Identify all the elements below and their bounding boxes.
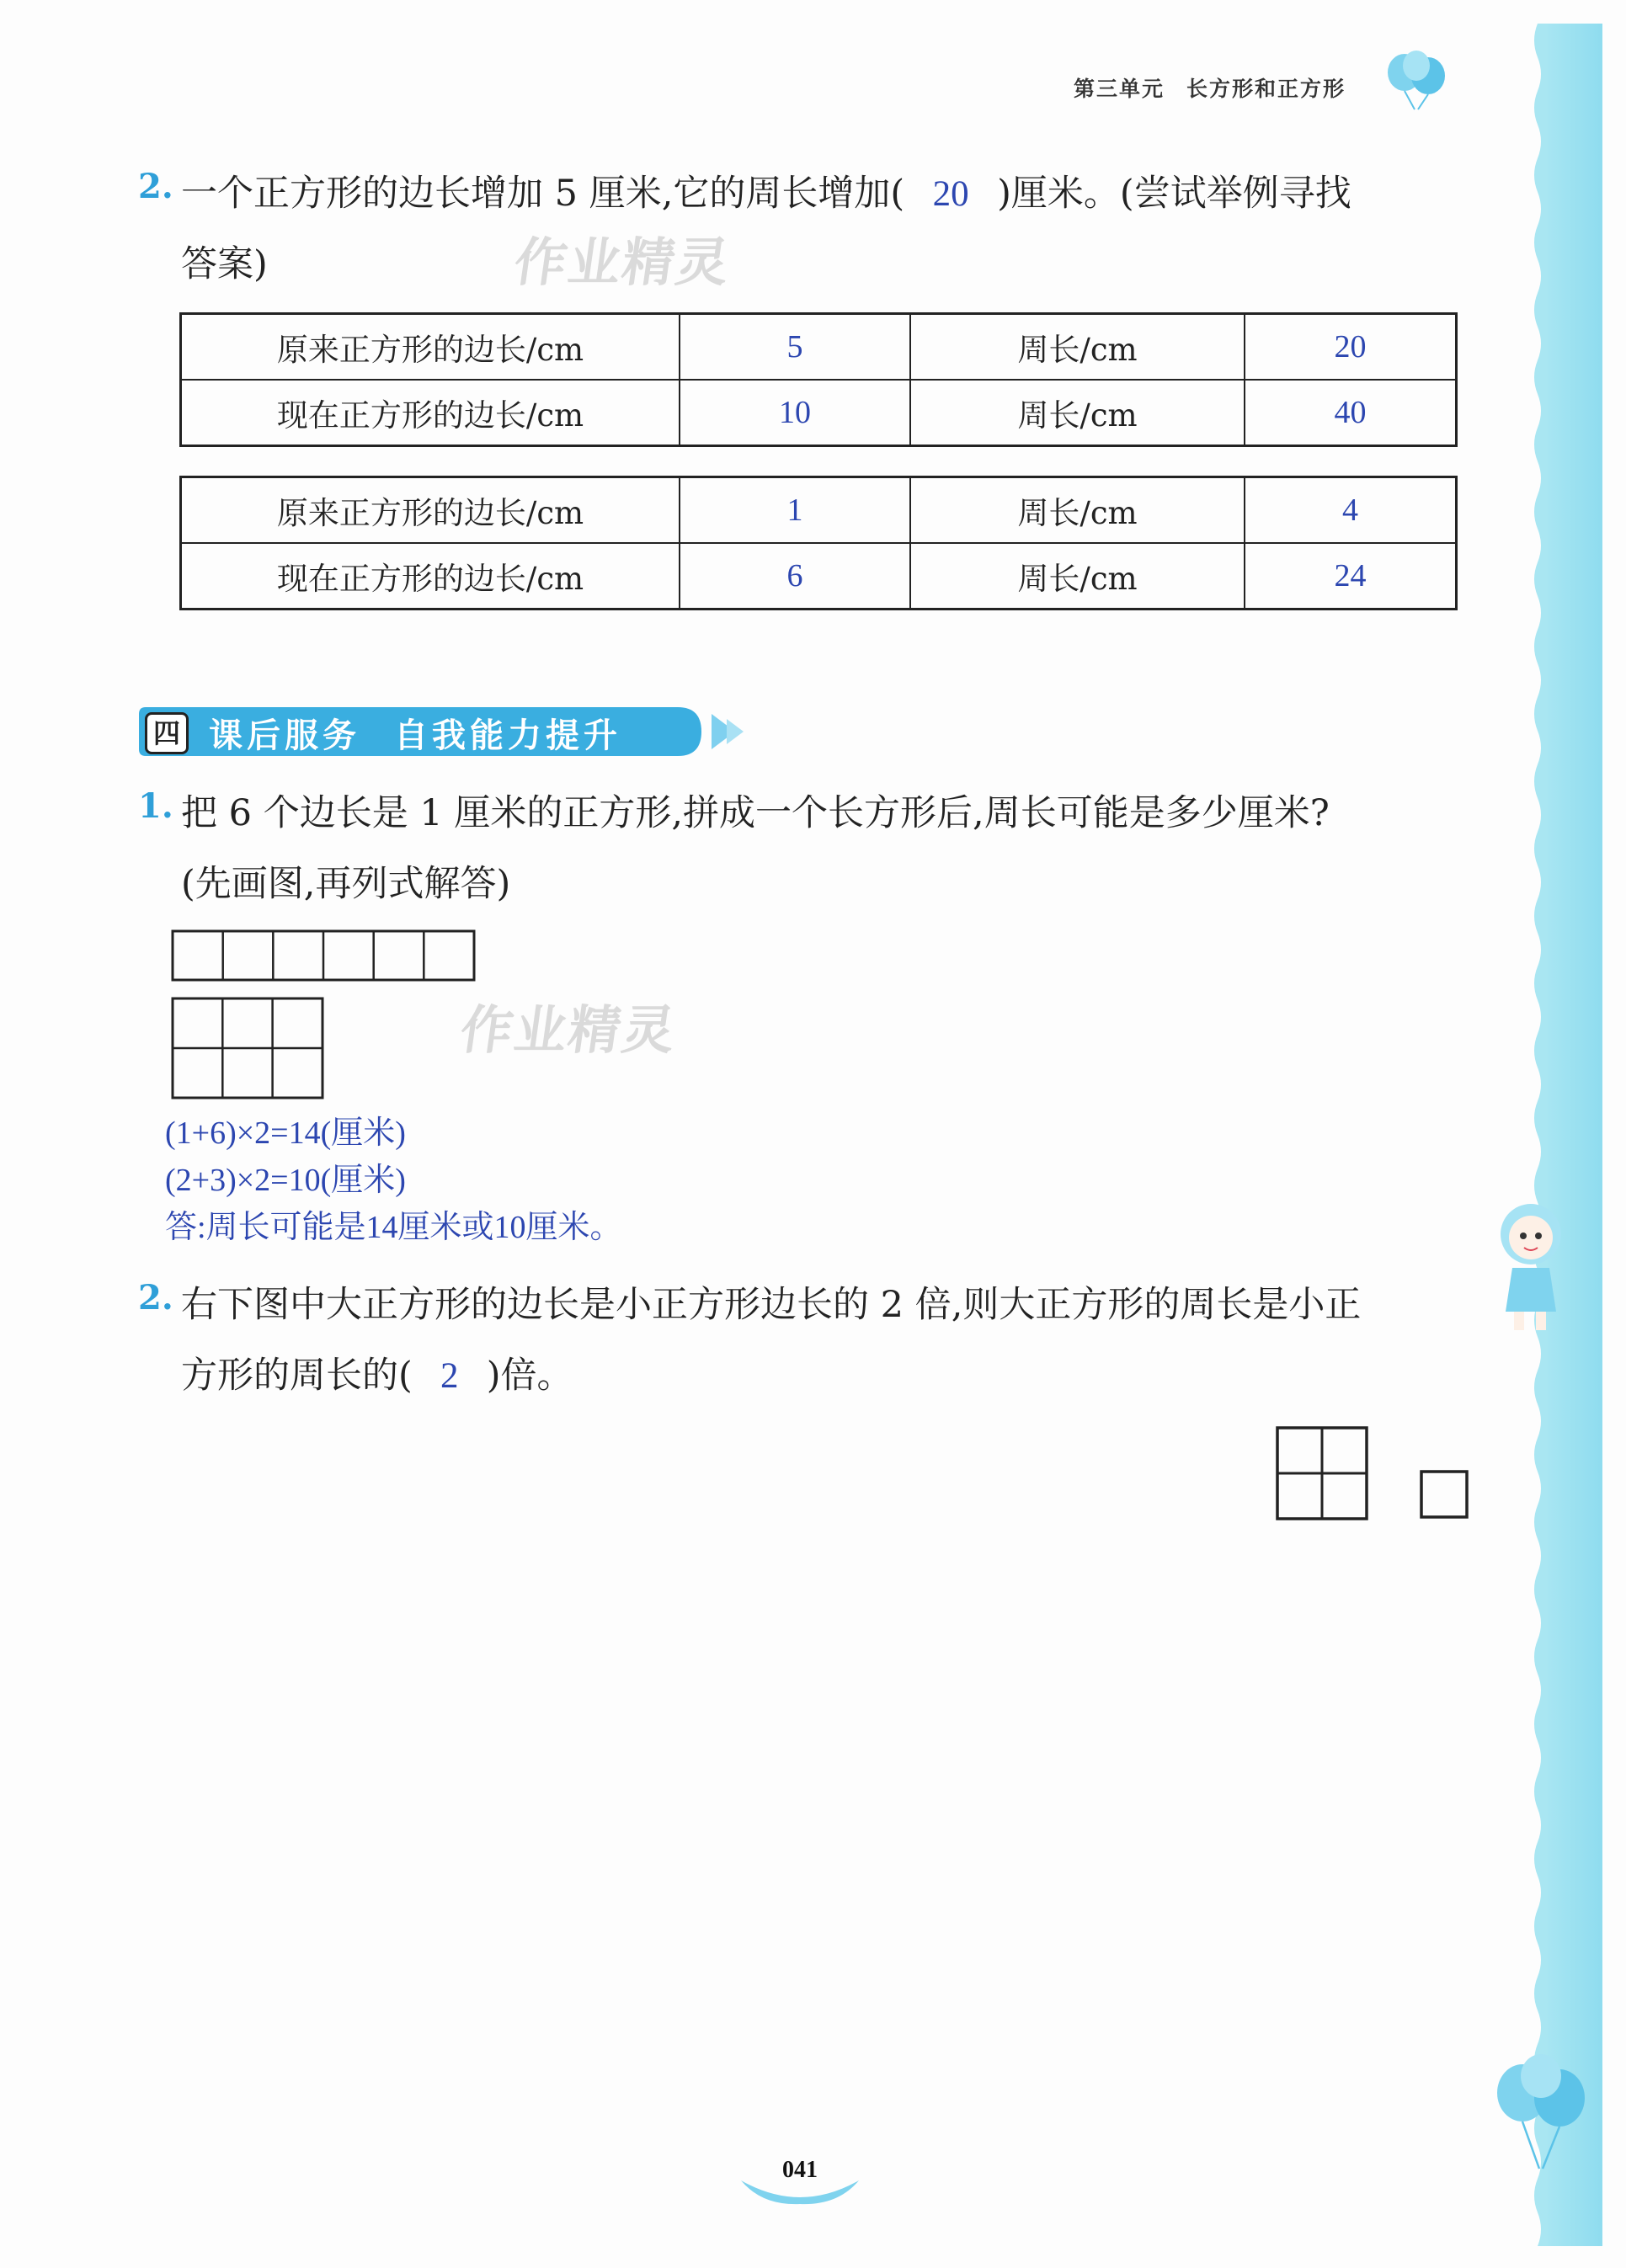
table-cell-perim-label: 周长/cm xyxy=(910,543,1245,610)
table-row xyxy=(181,380,1457,446)
watermark: 作业精灵 xyxy=(510,232,735,293)
example-table-2 xyxy=(179,476,1458,610)
question-text-part: )倍。 xyxy=(486,1355,573,1397)
table-cell-perim: 24 xyxy=(1245,543,1457,610)
table-cell-side: 1 xyxy=(680,477,910,544)
table-cell-label: 现在正方形的边长/cm xyxy=(181,543,680,610)
page-number: 041 xyxy=(782,2157,818,2183)
table-cell-perim-label: 周长/cm xyxy=(910,380,1245,446)
section-title-sub: 自我能力提升 xyxy=(394,716,621,755)
table-row xyxy=(181,477,1457,544)
answer-line-1: (1+6)×2=14(厘米) xyxy=(165,1115,406,1151)
section-title-main: 课后服务 xyxy=(209,716,360,755)
figure-big-square xyxy=(1276,1426,1368,1520)
question-text-line1: 把 6 个边长是 1 厘米的正方形,拼成一个长方形后,周长可能是多少厘米? xyxy=(181,792,1330,834)
table-cell-label: 原来正方形的边长/cm xyxy=(181,477,680,544)
figure-1x6-rectangle xyxy=(171,929,476,982)
balloons-icon xyxy=(1489,2051,1598,2177)
table-cell-label: 现在正方形的边长/cm xyxy=(181,380,680,446)
question-text-line2: 答案) xyxy=(181,243,268,285)
answer-line-2: (2+3)×2=10(厘米) xyxy=(165,1163,406,1198)
example-table-1 xyxy=(179,312,1458,447)
table-cell-side: 5 xyxy=(680,314,910,381)
question-text-part: 方形的周长的( xyxy=(181,1355,413,1397)
question-text-line2: (先画图,再列式解答) xyxy=(181,863,511,905)
table-row xyxy=(181,543,1457,610)
answer-line-3: 答:周长可能是14厘米或10厘米。 xyxy=(165,1210,622,1245)
figure-small-square xyxy=(1420,1470,1469,1519)
topic-label: 长方形和正方形 xyxy=(1186,77,1346,101)
girl-illustration-icon xyxy=(1492,1194,1573,1339)
table-cell-side: 6 xyxy=(680,543,910,610)
side-decorative-band xyxy=(1543,24,1602,2246)
table-cell-side: 10 xyxy=(680,380,910,446)
question-text-line1: 右下图中大正方形的边长是小正方形边长的 2 倍,则大正方形的周长是小正 xyxy=(181,1284,1362,1326)
section-badge: 四 xyxy=(145,712,189,754)
table-cell-perim: 4 xyxy=(1245,477,1457,544)
table-row xyxy=(181,314,1457,381)
table-cell-label: 原来正方形的边长/cm xyxy=(181,314,680,381)
question-text-part: )厘米。(尝试举例寻找 xyxy=(997,173,1351,215)
unit-label: 第三单元 xyxy=(1074,77,1165,101)
answer-blank: 2 xyxy=(440,1356,459,1396)
figure-2x3-rectangle xyxy=(171,997,324,1099)
balloons-icon xyxy=(1381,47,1452,118)
question-text-part: 一个正方形的边长增加 5 厘米,它的周长增加( xyxy=(181,173,905,215)
table-cell-perim-label: 周长/cm xyxy=(910,314,1245,381)
watermark: 作业精灵 xyxy=(456,999,681,1061)
section-title xyxy=(209,709,621,757)
table-cell-perim: 20 xyxy=(1245,314,1457,381)
answer-blank: 20 xyxy=(932,174,969,214)
page-number-ribbon-icon xyxy=(737,2172,863,2206)
question-number: 2. xyxy=(138,167,173,206)
question-text-line1 xyxy=(181,168,1351,220)
side-wave-edge xyxy=(1531,24,1548,2246)
question-number: 2. xyxy=(138,1278,173,1318)
table-cell-perim-label: 周长/cm xyxy=(910,477,1245,544)
table-cell-perim: 40 xyxy=(1245,380,1457,446)
page-header xyxy=(1074,72,1346,103)
question-number: 1. xyxy=(138,786,173,826)
question-text-line2 xyxy=(181,1350,573,1402)
